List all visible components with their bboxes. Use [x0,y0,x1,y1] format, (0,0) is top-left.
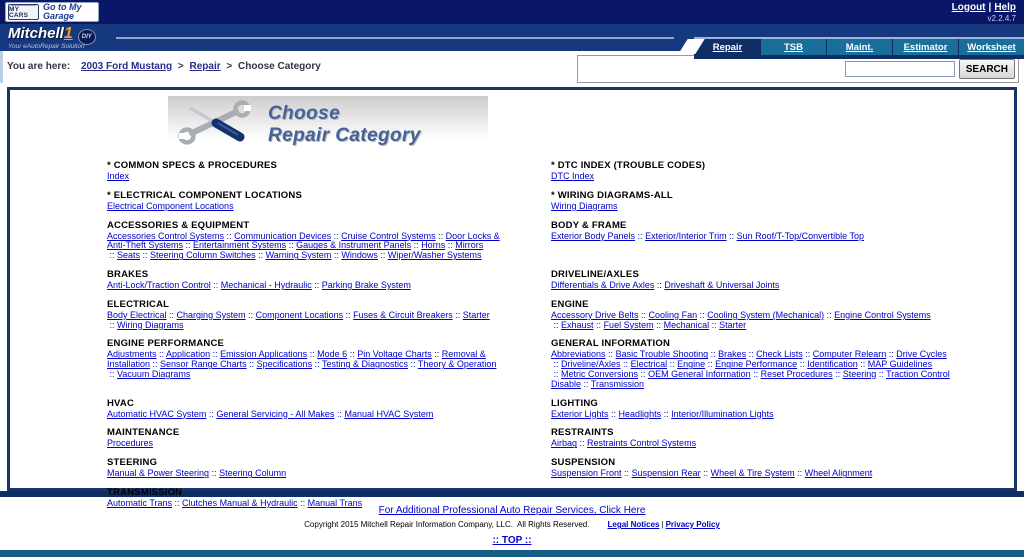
category-link[interactable]: Mechanical [663,319,710,330]
logo-tagline: Your eAutoRepair Solution [8,43,85,50]
category-link[interactable]: Cruise Control Systems [341,230,436,241]
link-separator: :: [210,279,221,290]
category-link[interactable]: Wiring Diagrams [117,319,184,330]
category-section [551,191,957,212]
category-link[interactable]: Fuses & Circuit Breakers [353,309,453,320]
category-link[interactable]: Wheel & Tire System [710,468,795,479]
category-section [551,458,957,479]
page-title-line1: Choose [268,103,341,125]
category-link[interactable]: Charging System [176,309,246,320]
link-separator: :: [107,368,118,379]
link-separator: :: [620,359,631,370]
search-panel [577,55,1019,83]
category-links [107,232,507,261]
category-heading: ELECTRICAL [107,298,170,310]
category-links [107,311,507,331]
category-link[interactable]: Electrical Component Locations [107,200,234,211]
category-link[interactable]: Accessories Control Systems [107,230,225,241]
category-link[interactable]: Electrical [630,359,668,370]
category-section [551,428,957,449]
category-section [551,339,957,389]
my-cars-plate-icon [8,4,39,20]
category-section [107,399,507,420]
go-to-my-garage-button[interactable] [5,2,99,22]
privacy-policy-link[interactable]: Privacy Policy [665,520,720,529]
breadcrumb-separator: > [177,61,184,72]
category-link[interactable]: Anti-Lock/Traction Control [107,279,211,290]
category-heading: TRANSMISSION [107,486,183,498]
link-separator: :: [347,349,358,360]
category-section [107,300,507,331]
category-links [107,350,507,379]
version-label: v2.2.4.7 [987,13,1016,23]
link-separator: :: [331,250,342,261]
category-links [107,410,507,420]
link-separator: :: [621,468,632,479]
category-link[interactable]: Mirrors [455,240,484,251]
category-heading: * COMMON SPECS & PROCEDURES [107,160,278,171]
category-links [107,281,507,291]
link-separator: :: [166,309,177,320]
category-link[interactable]: Suspension Front [551,468,622,479]
link-separator: :: [551,319,562,330]
category-link[interactable]: Headlights [618,408,662,419]
tab-tsb[interactable]: TSB [760,39,826,55]
category-link[interactable]: Clutches Manual & Hydraulic [182,497,298,508]
link-separator: :: [654,279,665,290]
link-separator: :: [209,468,220,479]
nav-tabs [694,37,1024,55]
link-separator: :: [638,368,649,379]
tab-maint[interactable]: Maint. [826,39,892,55]
page-title [268,103,421,146]
link-separator: :: [709,319,720,330]
category-heading: SUSPENSION [551,457,616,469]
tab-underbar [694,55,1024,59]
link-separator: :: [700,468,711,479]
category-heading: ENGINE PERFORMANCE [107,338,225,350]
top-right-links [952,2,1016,23]
link-separator: :: [150,359,161,370]
category-heading: ACCESSORIES & EQUIPMENT [107,219,250,231]
link-separator: :: [408,359,418,370]
divider: | [988,1,992,13]
category-section [107,191,507,212]
top-link[interactable]: :: TOP :: [492,535,532,546]
link-separator: :: [246,359,257,370]
category-section [107,458,507,479]
category-link[interactable]: Suspension Rear [631,468,701,479]
link-separator: :: [286,240,297,251]
category-link[interactable]: Cooling System (Mechanical) [707,309,825,320]
category-links [107,202,507,212]
category-link[interactable]: Warning System [265,250,332,261]
link-separator: :: [452,309,463,320]
divider: | [661,520,664,529]
category-link[interactable]: Testing & Diagnostics [321,359,409,370]
category-link[interactable]: Transmission [590,378,645,389]
category-link[interactable]: Manual & Power Steering [107,468,210,479]
category-heading: * WIRING DIAGRAMS-ALL [551,189,673,201]
crossed-wrench-screwdriver-icon [178,99,252,150]
category-link[interactable]: Vacuum Diagrams [117,368,191,379]
category-links [551,439,957,449]
category-section [107,161,507,182]
category-heading: HVAC [107,397,135,409]
category-link[interactable]: Body Electrical [107,309,167,320]
link-separator: :: [886,349,897,360]
tab-worksheet[interactable]: Worksheet [958,39,1024,55]
category-links [551,172,957,182]
link-separator: :: [605,349,616,360]
category-link[interactable]: Procedures [107,438,154,449]
footer-promo-link[interactable]: For Additional Professional Auto Repair Services, Click Here [378,505,646,516]
link-separator: :: [746,349,757,360]
category-links [551,281,957,291]
category-link[interactable]: Sun Roof/T-Top/Convertible Top [736,230,864,241]
link-separator: :: [705,359,716,370]
category-links [551,469,957,479]
link-separator: :: [697,309,708,320]
link-separator: :: [635,230,646,241]
category-link[interactable]: Steering [842,368,877,379]
link-separator: :: [411,240,422,251]
category-link[interactable]: Engine Control Systems [834,309,931,320]
link-separator: :: [551,368,562,379]
category-links [107,469,507,479]
category-links [551,410,957,420]
link-separator: :: [445,240,456,251]
category-link[interactable]: Horns [421,240,446,251]
category-link[interactable]: Sensor Range Charts [160,359,247,370]
link-separator: :: [255,250,266,261]
main-panel [7,87,1017,508]
category-heading: BRAKES [107,268,149,280]
category-link[interactable]: Traction Control Disable [551,368,950,389]
category-link[interactable]: Wiper/Washer Systems [387,250,482,261]
link-separator: :: [107,319,118,330]
category-link[interactable]: General Servicing - All Makes [216,408,335,419]
link-separator: :: [857,359,868,370]
link-separator: :: [312,359,322,370]
category-link[interactable]: Airbag [551,438,578,449]
category-heading: LIGHTING [551,397,598,409]
link-separator: :: [377,250,388,261]
category-links [551,350,957,389]
category-link[interactable]: Door Locks & Anti-Theft Systems [107,230,500,251]
category-link[interactable]: Steering Column Switches [150,250,256,261]
link-separator: :: [311,279,322,290]
category-section [107,428,507,449]
logo-one: 1 [63,25,73,42]
category-heading: ENGINE [551,298,589,310]
link-separator: :: [224,230,235,241]
category-link[interactable]: Seats [117,250,141,261]
category-link[interactable]: Windows [341,250,378,261]
link-separator: :: [824,309,835,320]
category-section [551,300,957,331]
category-link[interactable]: Interior/Illumination Lights [671,408,774,419]
category-link[interactable]: Automatic Trans [107,497,173,508]
tab-repair[interactable]: Repair [694,39,760,55]
category-link[interactable]: Exterior/Interior Trim [645,230,727,241]
link-separator: :: [172,497,183,508]
category-link[interactable]: Starter [719,319,747,330]
link-separator: :: [156,349,167,360]
link-separator: :: [307,349,318,360]
category-heading: * DTC INDEX (TROUBLE CODES) [551,160,706,171]
category-link[interactable]: Wiring Diagrams [551,200,618,211]
link-separator: :: [638,309,649,320]
link-separator: :: [802,349,813,360]
link-separator: :: [593,319,604,330]
page-header [168,96,488,151]
category-link[interactable]: Parking Brake System [321,279,411,290]
category-link[interactable]: Accessory Drive Belts [551,309,639,320]
page-title-line2: Repair Category [268,124,421,146]
category-link[interactable]: Theory & Operation [417,359,497,370]
link-separator: :: [206,408,217,419]
category-link[interactable]: Metric Conversions [561,368,639,379]
link-separator: :: [331,230,342,241]
link-separator: :: [343,309,354,320]
help-link[interactable]: Help [994,1,1016,13]
link-separator: :: [750,368,761,379]
category-link[interactable]: Drive Cycles [896,349,947,360]
copyright-text: Copyright 2015 Mitchell Repair Information Company, LLC. All Rights Reserved. [304,520,590,529]
category-link[interactable]: Identification [807,359,858,370]
category-heading: GENERAL INFORMATION [551,338,671,350]
category-heading: RESTRAINTS [551,427,614,439]
category-link[interactable]: Cooling Fan [648,309,698,320]
link-separator: :: [726,230,737,241]
link-separator: :: [708,349,719,360]
category-link[interactable]: Pin Voltage Charts [357,349,432,360]
category-link[interactable]: Emission Applications [220,349,308,360]
link-separator: :: [551,359,562,370]
breadcrumb [7,55,321,72]
link-separator: :: [435,230,446,241]
my-cars-label: MY CARS [9,5,29,19]
diy-badge: DIY [78,29,96,45]
category-link[interactable]: DTC Index [551,171,595,181]
category-link[interactable]: Exhaust [561,319,594,330]
nav-bar [0,24,1024,51]
category-link[interactable]: MAP Guidelines [867,359,933,370]
category-link[interactable]: Brakes [718,349,747,360]
category-link[interactable]: Specifications [256,359,313,370]
category-link[interactable]: Removal & Installation [107,349,486,370]
category-link[interactable]: Manual Trans [307,497,363,508]
category-link[interactable]: Gauges & Instrument Panels [296,240,412,251]
category-link[interactable]: Computer Relearn [812,349,887,360]
category-link[interactable]: Communication Devices [234,230,332,241]
link-separator: :: [334,408,345,419]
category-link[interactable]: Manual HVAC System [344,408,434,419]
category-links [551,232,957,242]
category-link[interactable]: Check Lists [756,349,803,360]
category-link[interactable]: Wheel Alignment [804,468,873,479]
category-heading: DRIVELINE/AXLES [551,268,639,280]
breadcrumb-repair-link[interactable]: Repair [189,61,221,72]
category-heading: MAINTENANCE [107,427,180,439]
category-link[interactable]: Index [107,171,130,181]
category-link[interactable]: Automatic HVAC System [107,408,207,419]
logout-link[interactable]: Logout [951,1,986,13]
link-separator: :: [210,349,221,360]
category-link[interactable]: Exterior Body Panels [551,230,636,241]
search-input[interactable] [845,61,955,77]
link-separator: :: [667,359,678,370]
tab-estimator[interactable]: Estimator [892,39,958,55]
link-separator: :: [797,359,808,370]
category-link[interactable]: Entertainment Systems [193,240,287,251]
mitchell1-logo [8,25,96,50]
category-heading: * ELECTRICAL COMPONENT LOCATIONS [107,189,302,201]
category-link[interactable]: Exterior Lights [551,408,609,419]
category-link[interactable]: Steering Column [219,468,287,479]
category-link[interactable]: Mechanical - Hydraulic [220,279,312,290]
category-link[interactable]: Mode 6 [317,349,348,360]
category-link[interactable]: Component Locations [255,309,344,320]
category-section [551,399,957,420]
link-separator: :: [794,468,805,479]
category-heading: BODY & FRAME [551,219,627,231]
footer-teal-bar [0,550,1024,557]
top-bar [0,0,1024,24]
link-separator: :: [577,438,588,449]
link-separator: :: [661,408,672,419]
link-separator: :: [876,368,887,379]
category-links [107,439,507,449]
category-section [107,221,507,261]
garage-button-label: Go to My Garage [43,1,82,21]
category-section [551,270,957,291]
link-separator: :: [608,408,619,419]
link-separator: :: [245,309,256,320]
category-section [551,221,957,242]
category-link[interactable]: Application [166,349,211,360]
category-link[interactable]: Fuel System [603,319,654,330]
category-link[interactable]: Driveline/Axles [561,359,621,370]
link-separator: :: [653,319,664,330]
category-section [107,270,507,291]
link-separator: :: [581,378,591,389]
category-link[interactable]: Starter [462,309,490,320]
link-separator: :: [183,240,194,251]
link-separator: :: [431,349,442,360]
category-link[interactable]: Engine [677,359,706,370]
category-links [551,202,957,212]
category-link[interactable]: Engine Performance [715,359,798,370]
category-links [107,172,507,182]
link-separator: :: [297,497,308,508]
link-separator: :: [140,250,151,261]
category-link[interactable]: Restraints Control Systems [587,438,697,449]
category-link[interactable]: Driveshaft & Universal Joints [664,279,780,290]
category-link[interactable]: Reset Procedures [760,368,833,379]
category-section [107,339,507,379]
category-link[interactable]: Abbreviations [551,349,606,360]
category-section [551,161,957,182]
breadcrumb-current: Choose Category [238,61,321,72]
breadcrumb-separator: > [226,61,233,72]
link-separator: :: [832,368,843,379]
category-link[interactable]: Differentials & Drive Axles [551,279,655,290]
link-separator: :: [107,250,118,261]
search-button[interactable]: SEARCH [959,59,1015,79]
category-links [551,311,957,331]
logo-text: Mitchell [8,25,64,42]
legal-notices-link[interactable]: Legal Notices [607,520,660,529]
breadcrumb-prefix: You are here: [7,61,71,72]
category-heading: STEERING [107,457,158,469]
category-link[interactable]: Basic Trouble Shooting [615,349,709,360]
breadcrumb-vehicle-link[interactable]: 2003 Ford Mustang [80,61,173,72]
category-link[interactable]: OEM General Information [648,368,751,379]
nav-tabs-wrap [694,37,1024,59]
category-link[interactable]: Adjustments [107,349,157,360]
category-grid [10,151,1014,518]
